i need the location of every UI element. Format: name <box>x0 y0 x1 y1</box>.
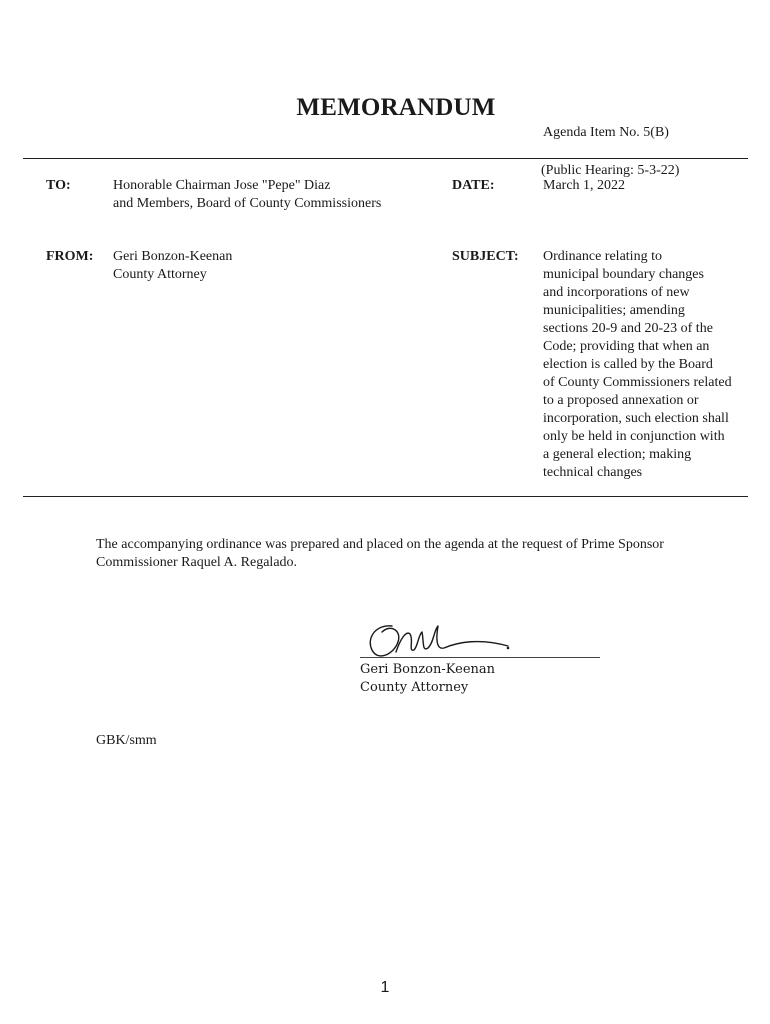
subject-line: Ordinance relating to <box>543 249 662 264</box>
subject-line: Code; providing that when an <box>543 339 710 354</box>
to-line: Honorable Chairman Jose "Pepe" Diaz <box>113 178 331 193</box>
agenda-item: Agenda Item No. 5(B) <box>543 125 669 140</box>
memo-title: MEMORANDUM <box>296 94 496 121</box>
from-line: Geri Bonzon-Keenan <box>113 249 233 264</box>
signature-block <box>360 661 495 697</box>
subject-line: election is called by the Board <box>543 357 713 372</box>
date-value: March 1, 2022 <box>543 178 626 193</box>
subject-value <box>543 248 732 482</box>
public-hearing-note: (Public Hearing: 5-3-22) <box>541 163 680 178</box>
bottom-rule <box>23 496 748 497</box>
signature-line <box>360 657 600 658</box>
to-line: and Members, Board of County Commissioners <box>113 196 382 211</box>
initials: GBK/smm <box>96 733 157 748</box>
subject-line: sections 20-9 and 20-23 of the <box>543 321 713 336</box>
from-line: County Attorney <box>113 267 207 282</box>
subject-line: to a proposed annexation or <box>543 393 699 408</box>
subject-line: a general election; making <box>543 447 692 462</box>
subject-line: municipalities; amending <box>543 303 685 318</box>
top-rule <box>23 158 748 159</box>
subject-line: technical changes <box>543 465 643 480</box>
from-value <box>113 248 232 284</box>
body-line: The accompanying ordinance was prepared and placed on the agenda at the request of Prime Sponsor <box>96 537 664 552</box>
from-label: FROM: <box>46 249 94 264</box>
to-label: TO: <box>46 178 71 193</box>
subject-line: of County Commissioners related <box>543 375 732 390</box>
signatory-name: Geri Bonzon-Keenan <box>360 662 496 677</box>
date-label: DATE: <box>452 178 495 193</box>
signatory-title: County Attorney <box>360 680 469 695</box>
subject-line: only be held in conjunction with <box>543 429 725 444</box>
subject-line: and incorporations of new <box>543 285 690 300</box>
subject-label: SUBJECT: <box>452 249 519 264</box>
subject-line: incorporation, such election shall <box>543 411 729 426</box>
page-number: 1 <box>380 979 390 996</box>
body-paragraph <box>96 536 664 572</box>
body-line: Commissioner Raquel A. Regalado. <box>96 555 298 570</box>
to-value <box>113 177 381 213</box>
subject-line: municipal boundary changes <box>543 267 704 282</box>
